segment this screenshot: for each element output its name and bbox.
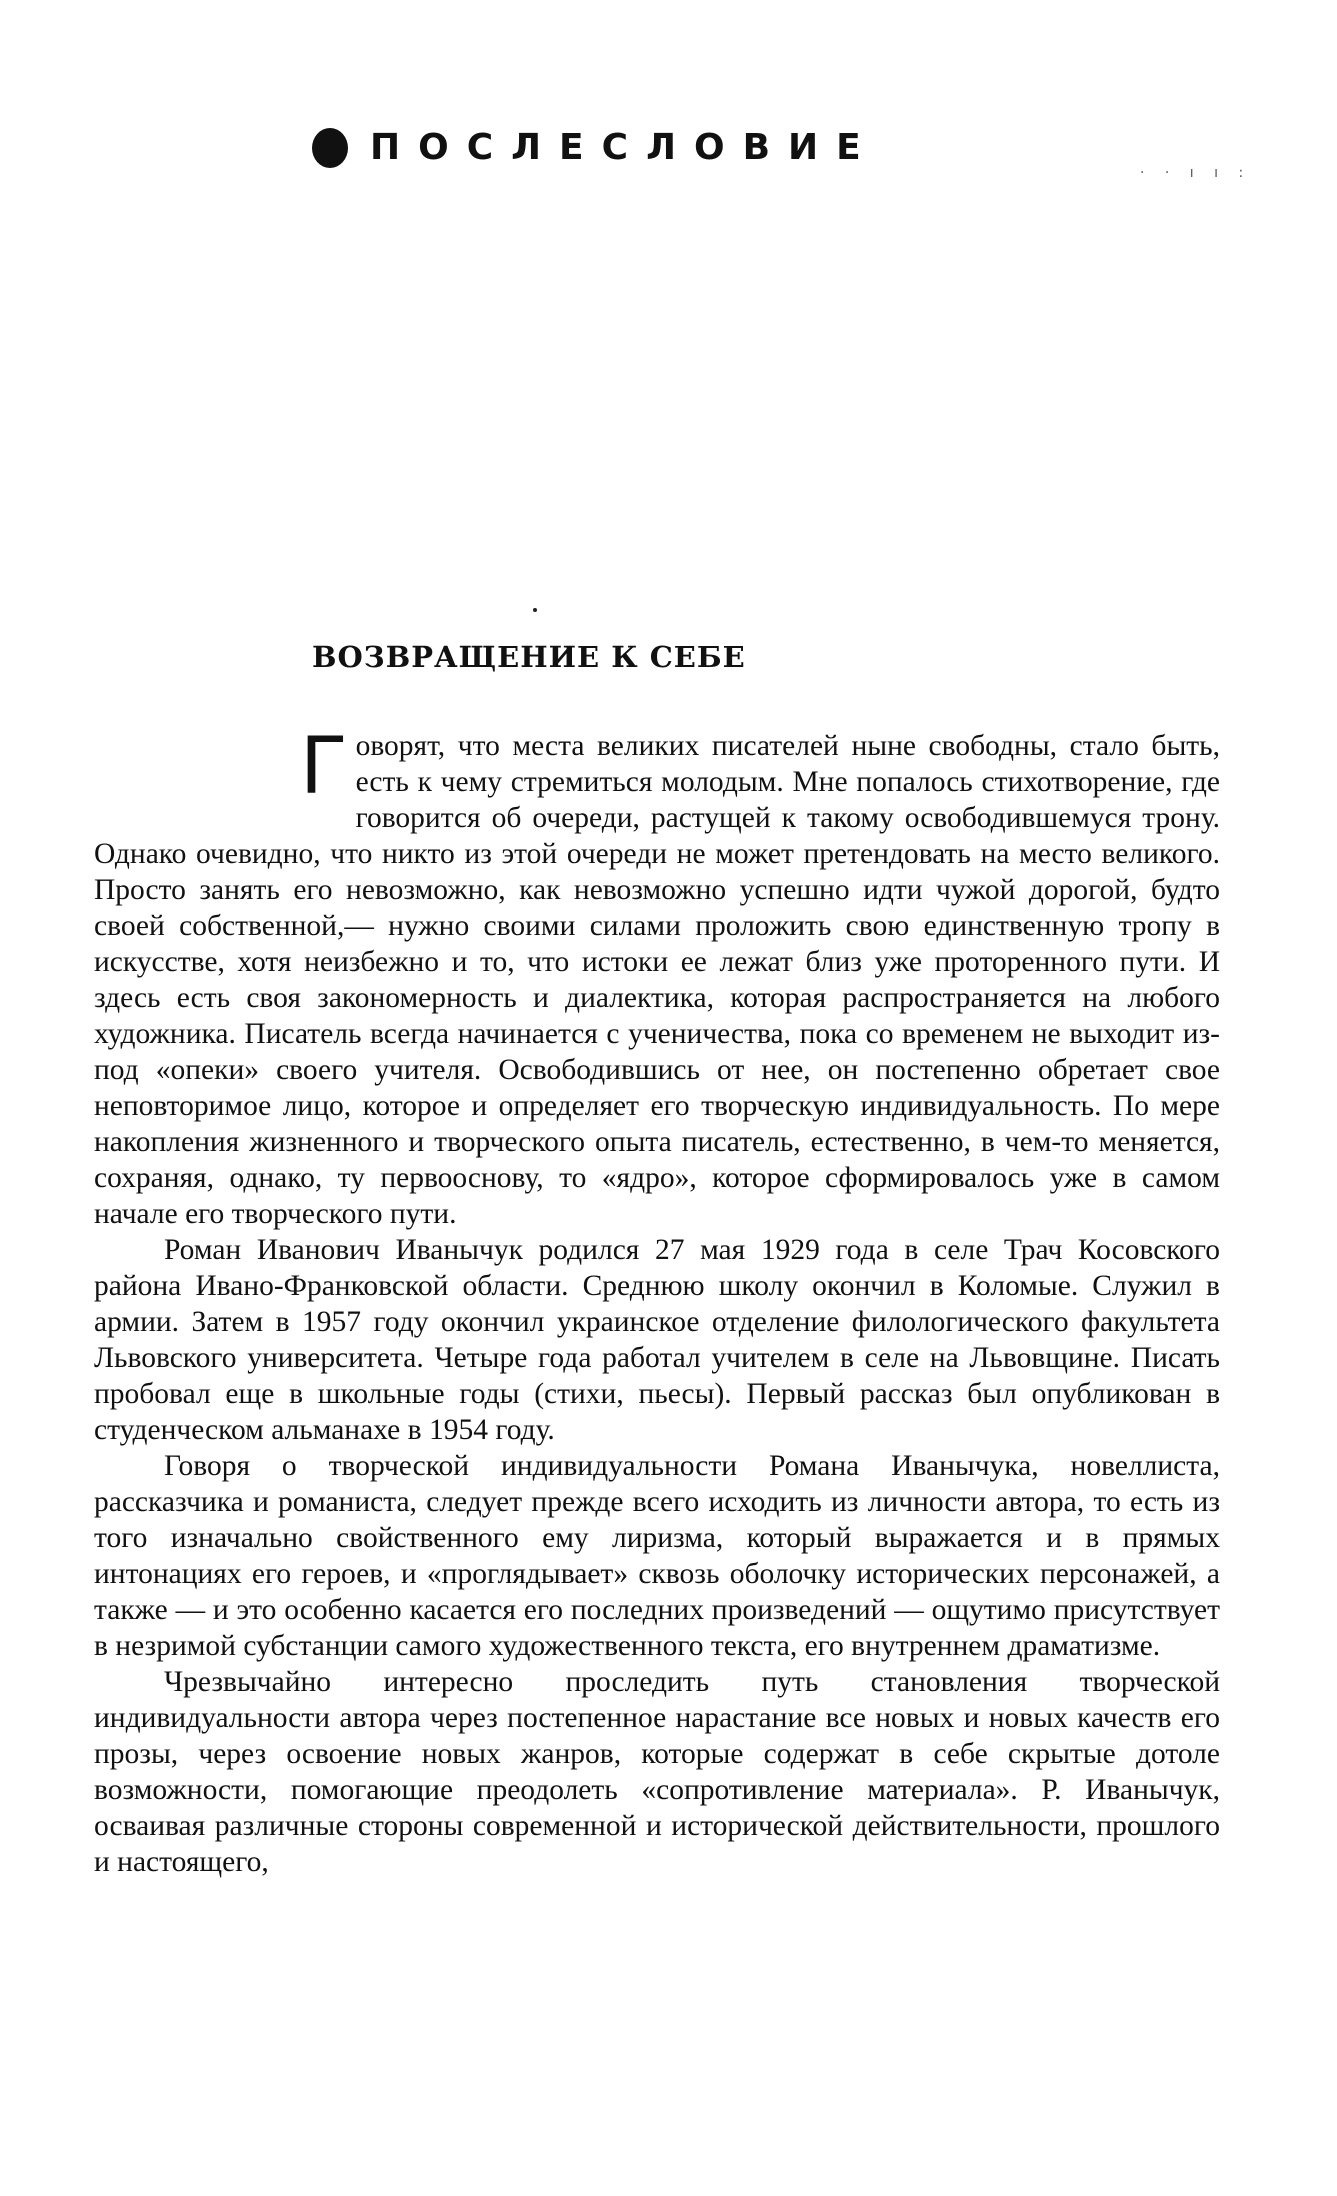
paragraph-1	[94, 722, 1220, 1232]
paragraph-4: Чрезвычайно интересно проследить путь становления творческой индивидуальности автора через постепенное нарастание все новых и новых качеств его прозы, через освоение новых жанров, которые содержат в себе скрытые дотоле возможности, помогающие преодолеть «сопротивление материала». Р. Иванычук, осваивая различные стороны современной и исторической действительности, прошлого и настоящего,	[94, 1666, 1220, 1878]
article-body	[94, 722, 1220, 1880]
section-label: ПОСЛЕСЛОВИЕ	[370, 127, 879, 168]
margin-marks: · · ı ı :	[1140, 165, 1252, 181]
section-header	[312, 128, 879, 168]
paragraph-2: Роман Иванович Иванычук родился 27 мая 1929 года в селе Трач Косовского района Ивано-Франковской области. Среднюю школу окончил в Коломые. Служил в армии. Затем в 1957 году окончил украинское отделение филологического факультета Львовского университета. Четыре года работал учителем в селе на Львовщине. Писать пробовал еще в школьные годы (стихи, пьесы). Первый рассказ был опубликован в студенческом альманахе в 1954 году.	[94, 1234, 1220, 1446]
bullet-icon	[312, 128, 348, 168]
article-title: ВОЗВРАЩЕНИЕ К СЕБЕ	[312, 640, 746, 674]
paragraph-1-text: оворят, что места великих писателей ныне свободны, стало быть, есть к чему стремиться молодым. Мне попалось стихотворение, где говорится об очереди, растущей к такому освободившемуся трону. Однако очевидно, что никто из этой очереди не может претендовать на место великого. Просто занять его невозможно, как невозможно успешно идти чужой дорогой, будто своей собственной,— нужно своими силами проложить свою единственную тропу в искусстве, хотя неизбежно и то, что истоки ее лежат близ уже проторенного пути. И здесь есть своя закономерность и диалектика, которая распространяется на любого художника. Писатель всегда начинается с ученичества, пока со временем не выходит из-под «опеки» своего учителя. Освободившись от нее, он постепенно обретает свое неповторимое лицо, которое и определяет его творческую индивидуальность. По мере накопления жизненного и творческого опыта писатель, естественно, в чем-то меняется, сохраняя, однако, ту первооснову, то «ядро», которое сформировалось уже в самом начале его творческого пути.	[94, 730, 1220, 1230]
ink-dot	[533, 608, 537, 612]
paragraph-3: Говоря о творческой индивидуальности Романа Иванычука, новеллиста, рассказчика и романиста, следует прежде всего исходить из личности автора, то есть из того изначально свойственного ему лиризма, который выражается и в прямых интонациях его героев, и «проглядывает» сквозь оболочку исторических персонажей, а также — и это особенно касается его последних произведений — ощутимо присутствует в незримой субстанции самого художественного текста, его внутреннем драматизме.	[94, 1450, 1220, 1662]
dropcap: Г	[300, 722, 348, 812]
